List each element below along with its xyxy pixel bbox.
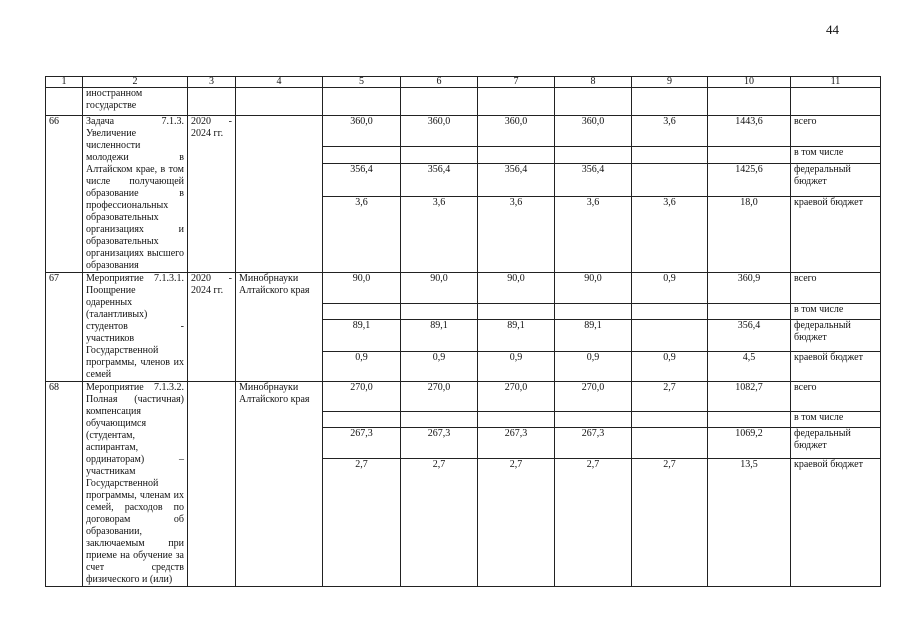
cell-value: 2,7 xyxy=(323,459,401,587)
cell-value: 356,4 xyxy=(478,164,555,197)
header-cell: 2 xyxy=(83,77,188,88)
cell-value: 360,0 xyxy=(555,116,632,147)
cell-value xyxy=(708,147,791,164)
table-row xyxy=(46,88,881,116)
cell xyxy=(555,88,632,116)
header-cell: 9 xyxy=(632,77,708,88)
cell-value: 90,0 xyxy=(323,273,401,304)
cell-value: 3,6 xyxy=(478,196,555,272)
cell-value: 360,9 xyxy=(708,273,791,304)
header-cell: 10 xyxy=(708,77,791,88)
cell-value: 360,0 xyxy=(401,116,478,147)
cell-value: 2,7 xyxy=(478,459,555,587)
cell-num: 68 xyxy=(46,382,83,587)
cell xyxy=(236,88,323,116)
cell-value xyxy=(323,412,401,428)
cell-value: 267,3 xyxy=(555,428,632,459)
cell-source: всего xyxy=(791,382,881,412)
cell-value: 3,6 xyxy=(632,196,708,272)
cell-value xyxy=(632,428,708,459)
cell-value: 0,9 xyxy=(632,352,708,382)
cell-value xyxy=(478,303,555,320)
cell xyxy=(401,88,478,116)
cell-name: Задача 7.1.3. Увеличение численности молодежи в Алтайском крае, в том числе получающей образование в профессиональных образовательных организациях и образовательных организациях высшего образования xyxy=(83,116,188,273)
cell-value: 270,0 xyxy=(323,382,401,412)
cell-value xyxy=(555,303,632,320)
cell-name: иностранном государстве xyxy=(83,88,188,116)
cell-value: 0,9 xyxy=(555,352,632,382)
cell-name: Мероприятие 7.1.3.1. Поощрение одаренных (талантливых) студентов - участников Государственной программы, членов их семей xyxy=(83,273,188,382)
header-cell: 5 xyxy=(323,77,401,88)
cell-value: 89,1 xyxy=(401,320,478,352)
header-cell: 4 xyxy=(236,77,323,88)
cell xyxy=(323,88,401,116)
cell-value xyxy=(323,303,401,320)
header-cell: 7 xyxy=(478,77,555,88)
cell-value: 0,9 xyxy=(323,352,401,382)
cell xyxy=(791,88,881,116)
cell-value: 360,0 xyxy=(323,116,401,147)
cell-source: в том числе xyxy=(791,303,881,320)
cell-value: 360,0 xyxy=(478,116,555,147)
cell-period: 2020 - 2024 гг. xyxy=(188,116,236,273)
cell-value xyxy=(555,147,632,164)
cell-source: в том числе xyxy=(791,412,881,428)
cell xyxy=(188,88,236,116)
budget-table xyxy=(45,76,881,587)
cell-value: 90,0 xyxy=(555,273,632,304)
table-row xyxy=(46,382,881,412)
cell-value: 356,4 xyxy=(401,164,478,197)
header-cell: 11 xyxy=(791,77,881,88)
cell-executor: Минобрнауки Алтайского края xyxy=(236,382,323,587)
cell-value xyxy=(632,320,708,352)
cell-value xyxy=(632,147,708,164)
cell-value xyxy=(708,303,791,320)
cell-value: 356,4 xyxy=(708,320,791,352)
cell-value xyxy=(555,412,632,428)
cell-source: федеральный бюджет xyxy=(791,164,881,197)
cell-value xyxy=(632,303,708,320)
cell-source: краевой бюджет xyxy=(791,459,881,587)
cell-period: 2020 - 2024 гг. xyxy=(188,273,236,382)
cell-value: 3,6 xyxy=(632,116,708,147)
cell-value: 1425,6 xyxy=(708,164,791,197)
cell-value: 270,0 xyxy=(401,382,478,412)
cell-source: всего xyxy=(791,116,881,147)
header-cell: 8 xyxy=(555,77,632,88)
cell-value: 2,7 xyxy=(632,459,708,587)
cell-value: 2,7 xyxy=(632,382,708,412)
cell-value: 2,7 xyxy=(401,459,478,587)
cell-executor: Минобрнауки Алтайского края xyxy=(236,273,323,382)
cell-value: 1082,7 xyxy=(708,382,791,412)
cell-value: 2,7 xyxy=(555,459,632,587)
header-row xyxy=(46,77,881,88)
cell-value: 89,1 xyxy=(478,320,555,352)
cell-num: 66 xyxy=(46,116,83,273)
cell-value: 267,3 xyxy=(401,428,478,459)
cell-executor xyxy=(236,116,323,273)
cell-source: всего xyxy=(791,273,881,304)
cell-period xyxy=(188,382,236,587)
page-number: 44 xyxy=(826,22,839,37)
table-row xyxy=(46,273,881,304)
cell-value: 0,9 xyxy=(401,352,478,382)
header-cell: 6 xyxy=(401,77,478,88)
cell-name: Мероприятие 7.1.3.2. Полная (частичная) компенсация обучающимся (студентам, аспирантам, ординаторам) – участникам Государственной программы, членам их семей, расходов по договорам об образовании, заключаемым при приеме на обучение за счет средств физического и (или) xyxy=(83,382,188,587)
cell-value xyxy=(478,147,555,164)
cell-value: 356,4 xyxy=(323,164,401,197)
cell xyxy=(708,88,791,116)
cell-value: 356,4 xyxy=(555,164,632,197)
cell-source: в том числе xyxy=(791,147,881,164)
cell-value xyxy=(323,147,401,164)
cell-value xyxy=(708,412,791,428)
cell xyxy=(632,88,708,116)
cell-value: 270,0 xyxy=(555,382,632,412)
cell-value: 3,6 xyxy=(401,196,478,272)
cell-num: 67 xyxy=(46,273,83,382)
cell-value xyxy=(478,412,555,428)
cell-value: 3,6 xyxy=(555,196,632,272)
cell xyxy=(478,88,555,116)
cell-source: федеральный бюджет xyxy=(791,428,881,459)
cell-value: 0,9 xyxy=(478,352,555,382)
cell-value: 270,0 xyxy=(478,382,555,412)
header-cell: 1 xyxy=(46,77,83,88)
cell-value xyxy=(632,412,708,428)
cell-value: 0,9 xyxy=(632,273,708,304)
cell-value: 1069,2 xyxy=(708,428,791,459)
header-cell: 3 xyxy=(188,77,236,88)
cell-value xyxy=(401,412,478,428)
cell-source: федеральный бюджет xyxy=(791,320,881,352)
cell-value xyxy=(632,164,708,197)
cell-value: 13,5 xyxy=(708,459,791,587)
cell-value xyxy=(401,147,478,164)
cell-value xyxy=(401,303,478,320)
cell-value: 90,0 xyxy=(401,273,478,304)
cell-value: 4,5 xyxy=(708,352,791,382)
cell-value: 1443,6 xyxy=(708,116,791,147)
cell-value: 3,6 xyxy=(323,196,401,272)
table-row xyxy=(46,116,881,147)
cell-source: краевой бюджет xyxy=(791,352,881,382)
cell-value: 89,1 xyxy=(323,320,401,352)
cell xyxy=(46,88,83,116)
cell-value: 90,0 xyxy=(478,273,555,304)
cell-value: 89,1 xyxy=(555,320,632,352)
cell-value: 18,0 xyxy=(708,196,791,272)
cell-source: краевой бюджет xyxy=(791,196,881,272)
cell-value: 267,3 xyxy=(478,428,555,459)
cell-value: 267,3 xyxy=(323,428,401,459)
